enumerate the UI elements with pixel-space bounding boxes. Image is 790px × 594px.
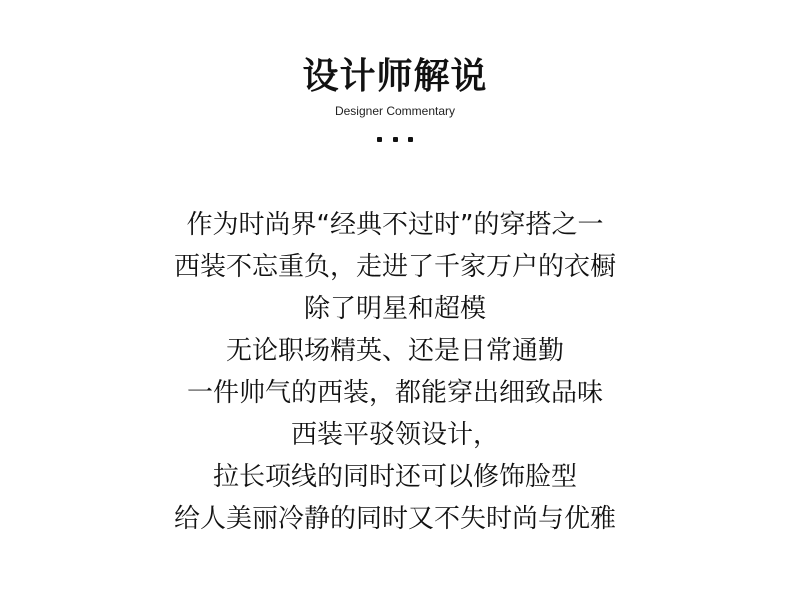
dot-2	[393, 137, 398, 142]
commentary-line-3: 除了明星和超模	[303, 294, 486, 324]
decorative-dots	[377, 136, 413, 142]
dot-3	[408, 137, 413, 142]
commentary-line-2: 西装不忘重负，走进了千家万户的衣橱	[173, 252, 616, 282]
commentary-line-1: 作为时尚界“经典不过时”的穿搭之一	[186, 210, 604, 240]
commentary-line-4: 无论职场精英、还是日常通勤	[225, 336, 564, 366]
page-title: 设计师解说	[302, 56, 488, 97]
commentary-line-6: 西装平驳领设计，	[290, 420, 499, 450]
commentary-text	[0, 204, 790, 540]
commentary-line-8: 给人美丽冷静的同时又不失时尚与优雅	[173, 504, 616, 534]
commentary-line-5: 一件帅气的西装，都能穿出细致品味	[186, 378, 603, 408]
page-subtitle: Designer Commentary	[334, 104, 456, 118]
dot-1	[377, 137, 382, 142]
commentary-line-7: 拉长项线的同时还可以修饰脸型	[212, 462, 577, 492]
